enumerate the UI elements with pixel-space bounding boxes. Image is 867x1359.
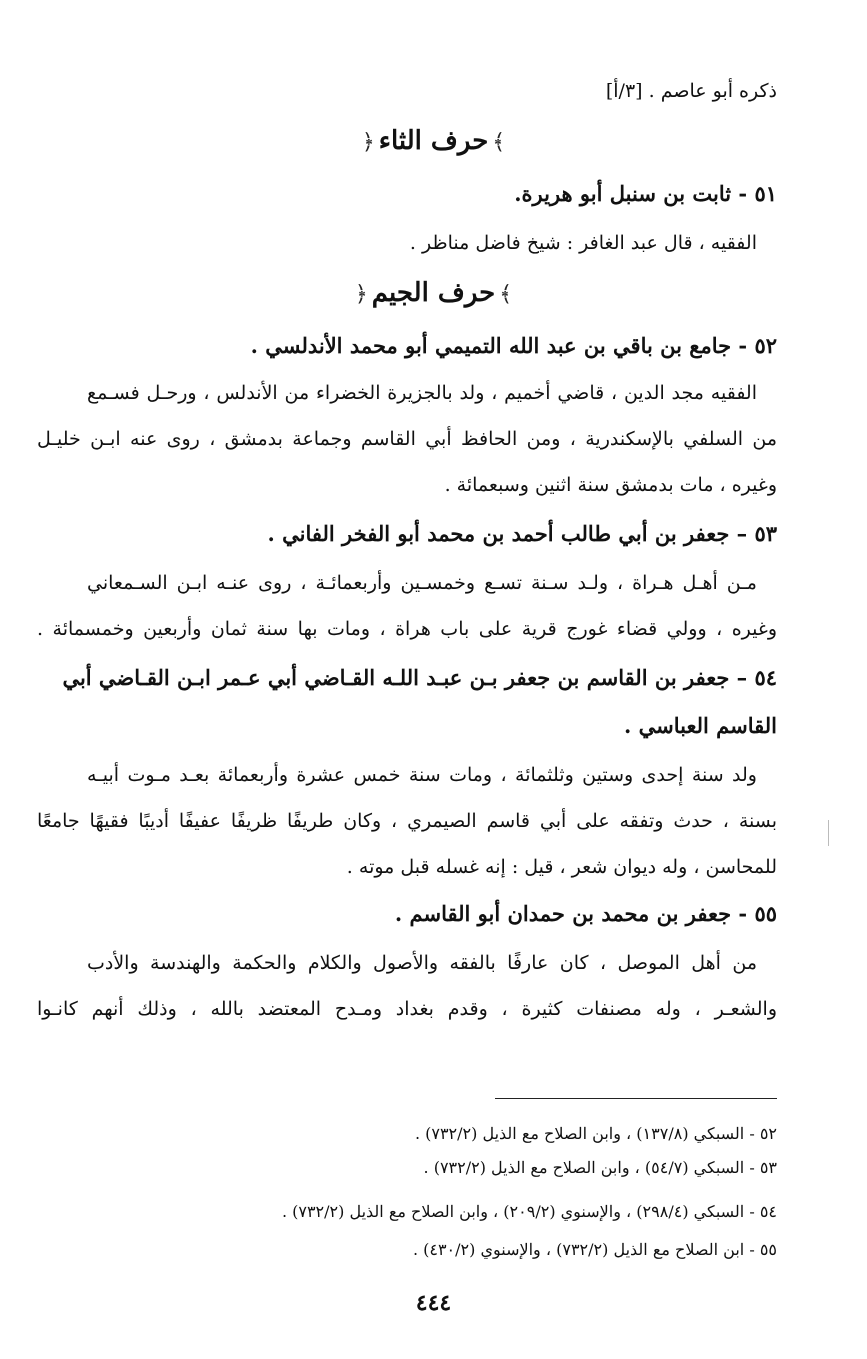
entry-53-line-1: مـن أهـل هـراة ، ولـد سـنة تسـع وخمسـين وأربعمائـة ، روى عنـه ابـن السـمعاني <box>87 572 757 594</box>
page-number: ٤٤٤ <box>415 1290 452 1316</box>
entry-54-title-cont: القاسم العباسي . <box>624 713 777 738</box>
entry-53-title: ٥٣ – جعفر بن أبي طالب أحمد بن محمد أبو الفخر الفاني . <box>267 521 777 546</box>
entry-54-title: ٥٤ – جعفر بن القاسم بن جعفر بـن عبـد اللـه القـاضي أبي عـمر ابـن القـاضي أبي <box>62 665 777 690</box>
entry-53-line-2: وغيره ، وولي قضاء غورج قرية على باب هراة ، ومات بها سنة ثمان وأربعين وخمسمائة . <box>37 618 777 640</box>
entry-52-title: ٥٢ - جامع بن باقي بن عبد الله التميمي أبو محمد الأندلسي . <box>250 333 777 358</box>
ornament-bracket-icon: ﴿ <box>361 130 375 155</box>
entry-51-title: ٥١ - ثابت بن سنبل أبو هريرة. <box>514 181 777 206</box>
entry-55-title: ٥٥ - جعفر بن محمد بن حمدان أبو القاسم . <box>394 901 777 926</box>
ornament-bracket-icon: ﴾ <box>492 130 506 155</box>
footnote-55: ٥٥ - ابن الصلاح مع الذيل (٧٣٢/٢) ، والإسنوي (٤٣٠/٢) . <box>412 1240 777 1259</box>
footnote-52: ٥٢ - السبكي (١٣٧/٨) ، وابن الصلاح مع الذيل (٧٣٢/٢) . <box>414 1124 777 1143</box>
section-heading-tha <box>0 124 867 160</box>
entry-52-line-2: من السلفي بالإسكندرية ، ومن الحافظ أبي القاسم وجماعة بدمشق ، روى عنه ابـن خليـل <box>37 428 777 450</box>
top-continuation-line: ذكره أبو عاصم . [٣/أ] <box>605 80 777 102</box>
margin-mark <box>828 820 829 846</box>
entry-54-line-1: ولد سنة إحدى وستين وثلثمائة ، ومات سنة خمس عشرة وأربعمائة بعـد مـوت أبيـه <box>87 764 757 786</box>
ornament-bracket-icon: ﴿ <box>354 282 368 307</box>
section-heading-jim-label: حرف الجيم <box>371 278 496 308</box>
footnote-54: ٥٤ - السبكي (٢٩٨/٤) ، والإسنوي (٢٠٩/٢) ، وابن الصلاح مع الذيل (٧٣٢/٢) . <box>281 1202 777 1221</box>
entry-55-line-1: من أهل الموصل ، كان عارفًا بالفقه والأصول والكلام والحكمة والهندسة والأدب <box>87 952 757 974</box>
footnote-separator <box>495 1098 777 1099</box>
entry-54-line-3: للمحاسن ، وله ديوان شعر ، قيل : إنه غسله قبل موته . <box>346 856 777 878</box>
footnote-53: ٥٣ - السبكي (٥٤/٧) ، وابن الصلاح مع الذيل (٧٣٢/٢) . <box>423 1158 777 1177</box>
entry-55-line-2: والشعـر ، وله مصنفات كثيرة ، وقدم بغداد ومـدح المعتضد بالله ، وذلك أنهم كانـوا <box>37 998 777 1020</box>
ornament-bracket-icon: ﴾ <box>499 282 513 307</box>
section-heading-jim <box>0 276 867 312</box>
entry-54-line-2: بسنة ، حدث وتفقه على أبي قاسم الصيمري ، وكان طريفًا ظريفًا عفيفًا أديبًا فقيهًا جامعًا <box>37 810 777 832</box>
entry-51-line-1: الفقيه ، قال عبد الغافر : شيخ فاضل مناظر . <box>409 232 757 254</box>
entry-52-line-3: وغيره ، مات بدمشق سنة اثنين وسبعمائة . <box>444 474 777 496</box>
entry-52-line-1: الفقيه مجد الدين ، قاضي أخميم ، ولد بالجزيرة الخضراء من الأندلس ، ورحـل فسـمع <box>87 382 757 404</box>
section-heading-tha-label: حرف الثاء <box>378 126 489 156</box>
